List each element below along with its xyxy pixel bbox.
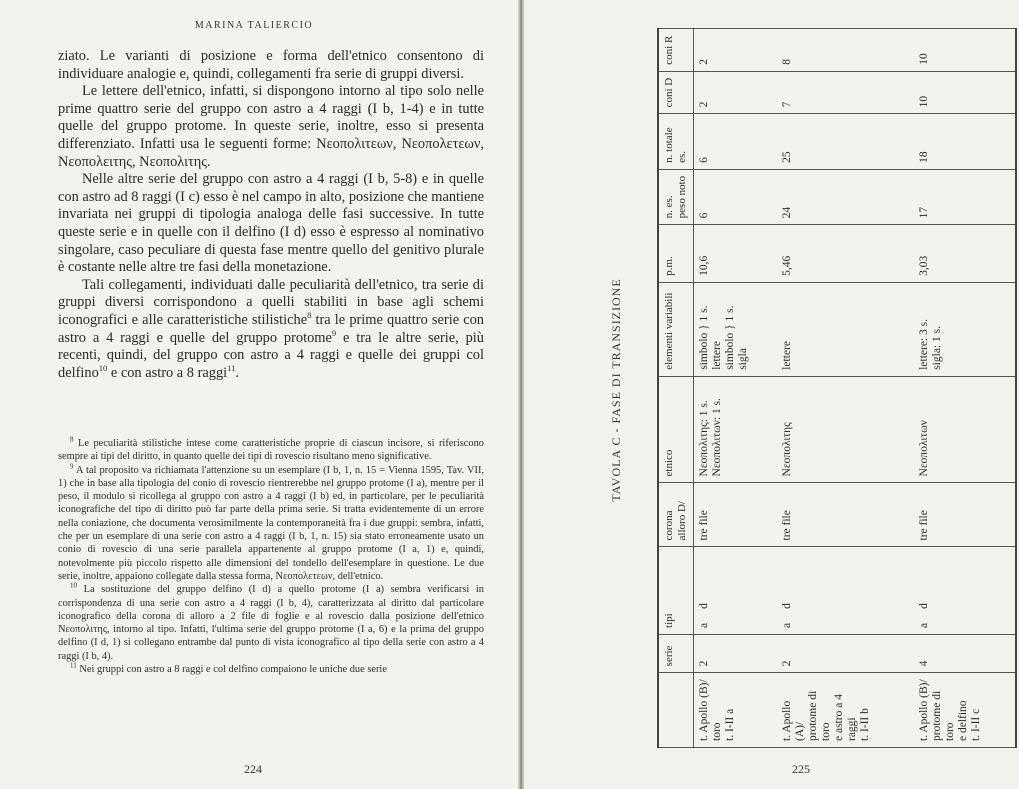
cell-group xyxy=(777,673,914,748)
paragraph-text: Tali collegamenti, individuati dalle peculiarità dell'etnico, tra serie di gruppi diversi corrispondono a quelli stabiliti in base agli schemi iconografici e alle caratteristiche stilistiche xyxy=(58,276,484,328)
cell-elementi xyxy=(694,282,778,376)
cell-etnico xyxy=(914,376,1016,483)
tipo-letter: a xyxy=(781,622,794,628)
elemento-line: sigla: 1 s. xyxy=(930,326,943,370)
cell-coni-d: 10 xyxy=(914,71,1016,114)
paragraph-text: e con astro a 8 raggi xyxy=(107,364,228,381)
cell-n-es: 17 xyxy=(914,169,1016,224)
cell-elementi xyxy=(777,282,914,376)
cell-tipi xyxy=(694,547,778,634)
cell-corona: tre file xyxy=(914,483,1016,547)
header-group xyxy=(658,673,694,748)
footnote xyxy=(58,437,484,464)
header-etnico: etnico xyxy=(658,376,694,483)
elemento-line: lettere: 3 s. xyxy=(917,319,930,370)
table-container xyxy=(657,28,1017,748)
header-coni-d: coni D xyxy=(658,71,694,114)
footnote xyxy=(58,663,484,676)
cell-coni-r: 2 xyxy=(694,29,778,72)
cell-serie: 2 xyxy=(694,634,778,672)
cell-coni-r: 8 xyxy=(777,29,914,72)
cell-etnico xyxy=(777,376,914,483)
elemento-count: 1 s. xyxy=(724,305,736,322)
running-head: MARINA TALIERCIO xyxy=(194,20,314,31)
footnote-number: 10 xyxy=(70,581,77,590)
footnotes xyxy=(58,437,484,676)
cell-group xyxy=(694,673,778,748)
elemento-line: simbolo } 1 s. xyxy=(698,305,710,370)
cell-pm: 10,6 xyxy=(694,225,778,283)
cell-corona: tre file xyxy=(777,483,914,547)
paragraph xyxy=(58,277,484,383)
cell-n-totale: 18 xyxy=(914,114,1016,169)
elemento-line: lettere xyxy=(711,341,723,370)
body-text xyxy=(58,48,484,382)
page-number: 225 xyxy=(792,762,810,776)
table-header-row xyxy=(658,29,694,748)
group-line: toro xyxy=(711,722,723,741)
header-coni-r: coni R xyxy=(658,29,694,72)
elemento: simbolo xyxy=(698,332,710,370)
footnote-text: Le peculiarità stilistiche intese come caratteristiche proprie di ciascun incisore, si riferiscono sempre ai tipi del diritto, in quanto quelle dei tipi di rovescio risultano meno significative. xyxy=(58,438,484,463)
cell-n-es: 24 xyxy=(777,169,914,224)
footnote-text: Nei gruppi con astro a 8 raggi e col delfino compaiono le uniche due serie xyxy=(79,664,387,676)
cell-coni-d: 7 xyxy=(777,71,914,114)
rotated-table xyxy=(657,28,1017,748)
paragraph-text: . xyxy=(235,364,239,381)
paragraph: Le lettere dell'etnico, infatti, si dispongono intorno al tipo solo nelle prime quattro serie del gruppo con astro a 4 raggi (I b, 1-4) e in tutte quelle del gruppo protome. In queste serie, inoltre, esso si presenta differenziato. Infatti usa le seguenti forme: Νεοπολιτεων, Νεοπολετεων, Νεοπολειτης, Νεοπολιτης. xyxy=(58,83,484,170)
tipo-letter: a xyxy=(698,622,710,628)
footnote-number: 9 xyxy=(70,462,74,471)
cell-corona: tre file xyxy=(694,483,778,547)
group-line: e delfino xyxy=(956,700,969,741)
elemento-line: simbolo } 1 s. xyxy=(724,305,736,370)
footnote-ref: 8 xyxy=(307,310,312,321)
table-caption: TAVOLA C - FASE DI TRANSIZIONE xyxy=(609,278,623,502)
paragraph-text: e tra le altre serie, più recenti, quindi, del gruppo con astro a 4 raggi e quelle dei gruppi col delfino xyxy=(58,329,484,381)
header-serie: serie xyxy=(658,634,694,672)
cell-coni-r: 10 xyxy=(914,29,1016,72)
group-line: t. Apollo (A)/ xyxy=(781,700,807,741)
tipo-letter: d xyxy=(781,603,794,609)
paragraph-text: tra le prime quattro serie con astro a 4 raggi e quelle del gruppo protome xyxy=(58,311,484,346)
transition-table xyxy=(657,28,1017,748)
right-page xyxy=(524,0,1019,789)
group-line: t. Apollo (B)/ xyxy=(698,679,710,741)
cell-serie: 2 xyxy=(777,634,914,672)
group-line: protome di toro xyxy=(930,690,956,741)
page-number: 224 xyxy=(244,762,262,776)
cell-group xyxy=(914,673,1016,748)
header-n-es: n. es. peso noto xyxy=(658,169,694,224)
group-line: protome di toro xyxy=(807,690,833,741)
etnico-line: Νεοπολιτων xyxy=(917,420,930,477)
table-row xyxy=(777,29,914,748)
paragraph: ziato. Le varianti di posizione e forma dell'etnico consentono di individuare analogie e, quindi, collegamenti fra serie di gruppi diversi. xyxy=(58,48,484,82)
table-row xyxy=(694,29,778,748)
elemento-count: 1 s. xyxy=(698,305,710,322)
group-line: t. Apollo (B)/ xyxy=(917,679,930,741)
header-corona: corona alloro D/ xyxy=(658,483,694,547)
cell-pm: 5,46 xyxy=(777,225,914,283)
footnote-ref: 11 xyxy=(227,362,236,373)
paragraph: Nelle altre serie del gruppo con astro a 4 raggi (I b, 5-8) e in quelle con astro ad 8 raggi (I c) esso è nel campo in alto, posizione che mantiene invariata nei gruppi di tipologia analoga delle fasi successive. In tutte queste serie e in quelle con il delfino (I d) esso è espresso al nominativo singolare, caso peculiare di questa fase mentre quello del genitivo plurale è costante nelle altre tre fasi della monetazione. xyxy=(58,171,484,276)
elemento: simbolo xyxy=(724,332,736,370)
elemento-line: lettere xyxy=(781,341,794,370)
cell-tipi xyxy=(914,547,1016,634)
footnote xyxy=(58,464,484,584)
group-line: e astro a 4 raggi xyxy=(833,694,859,741)
table-row xyxy=(914,29,1016,748)
elemento-line: sigla xyxy=(737,348,749,370)
tipo-letter: a xyxy=(917,622,930,628)
etnico-line: Νεοπολιτων: 1 s. xyxy=(711,398,723,477)
cell-etnico xyxy=(694,376,778,483)
cell-pm: 3,03 xyxy=(914,225,1016,283)
footnote-number: 8 xyxy=(70,435,74,444)
tipo-letter: d xyxy=(917,603,930,609)
cell-tipi xyxy=(777,547,914,634)
footnote-number: 11 xyxy=(70,661,77,670)
footnote-text: A tal proposito va richiamata l'attenzione su un esemplare (I b, 1, n. 15 = Vienna 1595, Tav. VII, 1) che in base alla tipologia del conio di rovescio rientrerebbe nel gruppo protome (I a), mentre per il peso, il modulo si ricollega al gruppo con astro a 4 raggi (I b) ed, in particolare, per le peculiarità iconografiche del tipo di diritto può far parte della prima serie. Si tratta evidentemente di un errore nella coniazione, che documenta verosimilmente la contemporaneità fra i due gruppi: sembra, infatti, che per un esemplare di una serie con astro a 4 raggi (I b, 1, n. 15) sia stato erroneamente usato un conio di rovescio di una serie parallela appartenente al gruppo protome (I a, 1) e, quindi, notevolmente più piccolo rispetto alle dimensioni del tondello dell'esemplare in questione. Le due serie, inoltre, appaiono collegate dalla stessa forma, Νεοπολετεων, dell'etnico. xyxy=(58,464,485,582)
etnico-line: Νεοπολιτης xyxy=(781,422,794,477)
footnote-ref: 10 xyxy=(98,362,108,373)
header-pm: p.m. xyxy=(658,225,694,283)
etnico-line: Νεοπολιτης: 1 s. xyxy=(698,400,710,477)
group-line: t. I-II c xyxy=(969,708,982,741)
footnote-ref: 9 xyxy=(331,327,337,338)
header-elementi: elementi variabili xyxy=(658,282,694,376)
header-tipi: tipi xyxy=(658,547,694,634)
cell-elementi xyxy=(914,282,1016,376)
footnote xyxy=(58,583,484,663)
group-line: t. I-II a xyxy=(724,708,736,741)
footnote-text: La sostituzione del gruppo delfino (I d) a quello protome (I a) sembra verificarsi in corrispondenza di una serie con astro a 4 raggi (I b, 4), caratterizzata al diritto dal particolare iconografico della corona di alloro a 2 file di foglie e al rovescio dalla posizione dell'etnico Νεοπολιτης, intorno al tipo. Infatti, l'ultima serie del gruppo protome (I a, 6) e la prima del gruppo delfino (I d, 1) si collegano entrambe dal punto di vista iconografico al tipo della serie con astro a 4 raggi (I b, 4). xyxy=(58,584,484,662)
cell-n-totale: 25 xyxy=(777,114,914,169)
cell-serie: 4 xyxy=(914,634,1016,672)
cell-coni-d: 2 xyxy=(694,71,778,114)
cell-n-totale: 6 xyxy=(694,114,778,169)
tipo-letter: d xyxy=(698,603,710,609)
header-n-totale: n. totale es. xyxy=(658,114,694,169)
cell-n-es: 6 xyxy=(694,169,778,224)
group-line: t. I-II b xyxy=(859,708,872,741)
